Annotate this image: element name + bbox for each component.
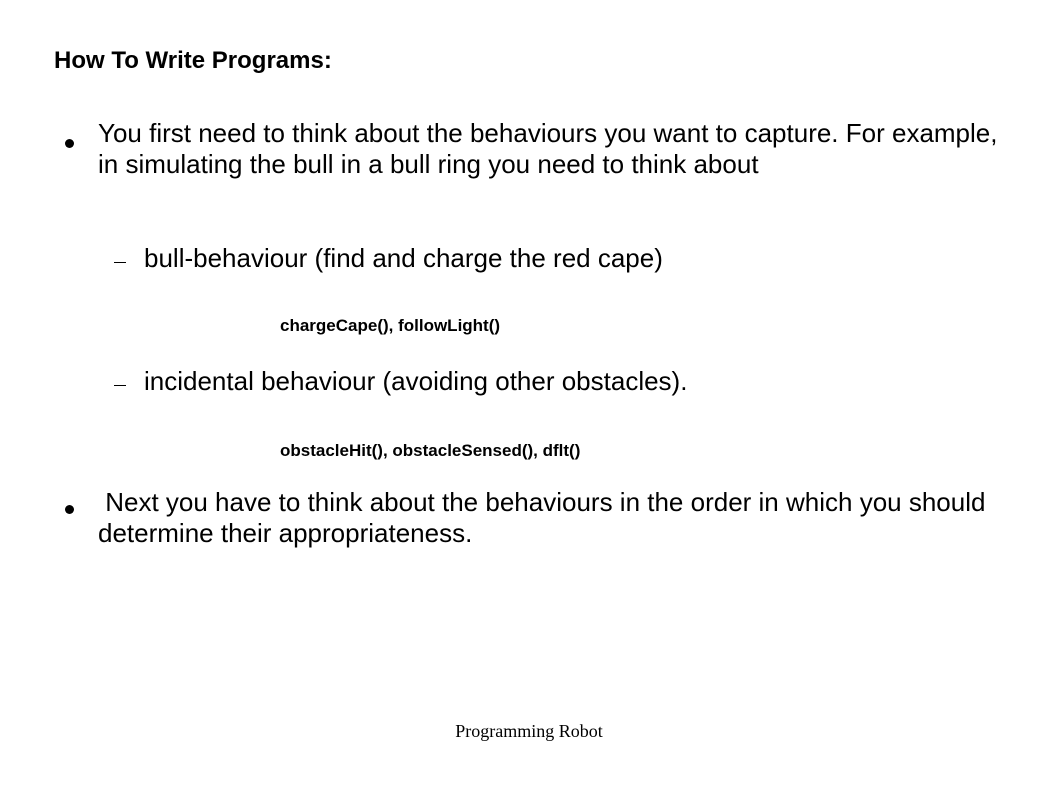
sub-item-text: incidental behaviour (avoiding other obstacles). xyxy=(144,366,688,396)
method-list: obstacleHit(), obstacleSensed(), dflt() xyxy=(280,441,581,460)
method-list: chargeCape(), followLight() xyxy=(280,316,501,335)
sub-item-text: bull-behaviour (find and charge the red cape) xyxy=(144,243,663,273)
dash-icon xyxy=(114,385,126,386)
slide-title: How To Write Programs: xyxy=(54,47,332,74)
bullet-dot-icon xyxy=(65,505,74,514)
bullet-text: Next you have to think about the behaviours in the order in which you should determine their appropriateness. xyxy=(98,487,993,548)
bullet-dot-icon xyxy=(65,139,74,148)
slide-footer: Programming Robot xyxy=(455,721,603,741)
dash-icon xyxy=(114,262,126,263)
bullet-text: You first need to think about the behaviours you want to capture. For example, in simulating the bull in a bull ring you need to think about xyxy=(98,118,998,179)
